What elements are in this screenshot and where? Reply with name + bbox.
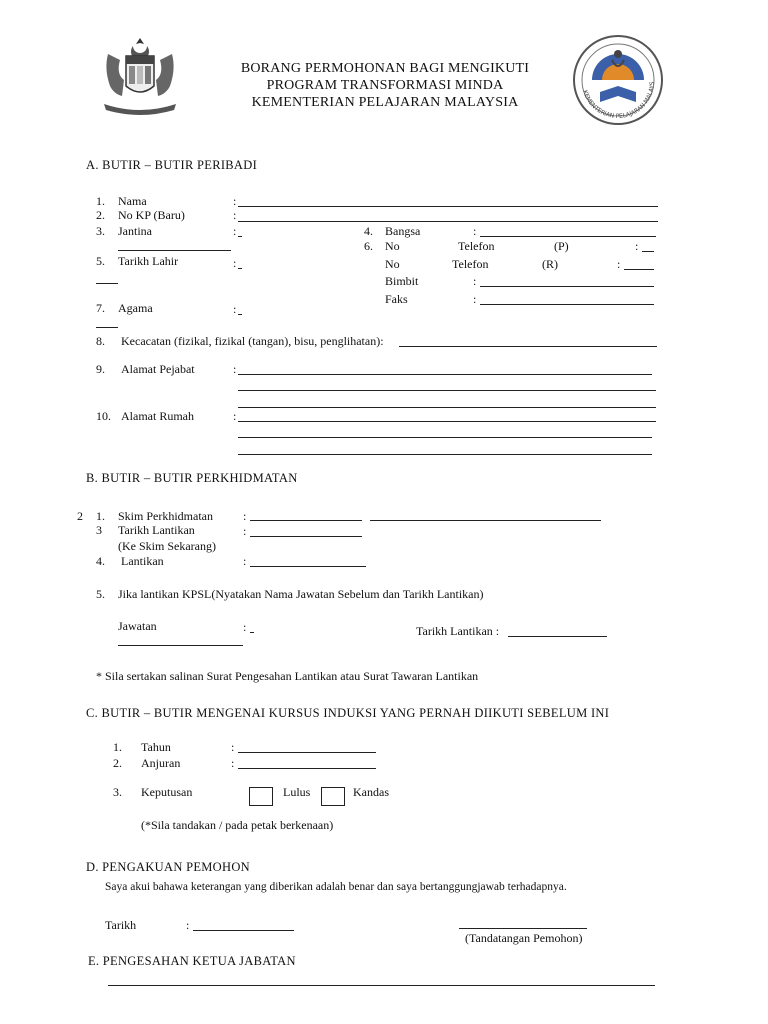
no-kp-label: No KP (Baru) xyxy=(118,208,185,222)
bangsa-input-line[interactable] xyxy=(480,236,656,237)
tarikh-lahir-input-line[interactable] xyxy=(96,283,118,284)
ke-skim-sekarang-note: (Ke Skim Sekarang) xyxy=(118,539,216,553)
kandas-label: Kandas xyxy=(353,785,389,799)
telefon-p-input-line[interactable] xyxy=(642,251,654,252)
attachment-note: * Sila sertakan salinan Surat Pengesahan Lantikan atau Surat Tawaran Lantikan xyxy=(96,669,479,683)
field-number: 1. xyxy=(113,740,122,754)
tarikh-input-line[interactable] xyxy=(193,930,294,931)
faks-input-line[interactable] xyxy=(480,304,654,305)
colon: : xyxy=(243,620,247,634)
colon: : xyxy=(617,257,621,271)
tarikh-lantikan-label: Tarikh Lantikan xyxy=(118,523,195,537)
agama-input-line[interactable] xyxy=(96,327,118,328)
title-line-3: KEMENTERIAN PELAJARAN MALAYSIA xyxy=(251,95,519,110)
bimbit-input-line[interactable] xyxy=(480,286,654,287)
skim-perkhidmatan-label: Skim Perkhidmatan xyxy=(118,509,213,523)
form-title xyxy=(200,60,570,111)
jawatan-input-line[interactable] xyxy=(118,645,243,646)
colon: : xyxy=(635,239,639,253)
colon: : xyxy=(233,409,237,423)
field-number: 3 xyxy=(96,523,102,537)
svg-text:KEMENTERIAN PELAJARAN MALAYSIA: KEMENTERIAN PELAJARAN MALAYS xyxy=(581,81,657,121)
agama-input-stub[interactable] xyxy=(238,314,242,315)
tahun-label: Tahun xyxy=(141,740,171,754)
alamat-rumah-line-2[interactable] xyxy=(238,437,652,438)
tarikh-label: Tarikh xyxy=(105,918,137,932)
colon: : xyxy=(233,256,237,270)
section-d-heading: D. PENGAKUAN PEMOHON xyxy=(86,860,250,874)
field-number: 10. xyxy=(96,409,111,423)
telefon-r-label: Telefon xyxy=(452,257,489,271)
tarikh-lantikan-kpsl-label: Tarikh Lantikan : xyxy=(416,624,500,638)
jantina-input-stub[interactable] xyxy=(238,236,242,237)
lantikan-input-line[interactable] xyxy=(250,566,366,567)
anjuran-label: Anjuran xyxy=(141,756,181,770)
lulus-checkbox[interactable] xyxy=(249,787,273,806)
field-number: 5. xyxy=(96,587,105,601)
signature-line[interactable] xyxy=(459,928,587,929)
lantikan-label: Lantikan xyxy=(121,554,164,568)
alamat-rumah-line-1[interactable] xyxy=(238,421,656,422)
agama-label: Agama xyxy=(118,301,153,315)
signature-caption: (Tandatangan Pemohon) xyxy=(465,931,583,945)
malaysia-coat-of-arms-logo xyxy=(100,34,180,118)
colon: : xyxy=(186,918,190,932)
colon: : xyxy=(233,208,237,222)
alamat-rumah-label: Alamat Rumah xyxy=(121,409,194,423)
alamat-pejabat-label: Alamat Pejabat xyxy=(121,362,195,376)
tarikh-lahir-input-stub[interactable] xyxy=(238,268,242,269)
bangsa-label: Bangsa xyxy=(385,224,421,238)
colon: : xyxy=(233,362,237,376)
kementerian-pelajaran-logo xyxy=(572,32,664,128)
jantina-input-line[interactable] xyxy=(118,250,231,251)
bimbit-label: Bimbit xyxy=(385,274,419,288)
section-c-heading: C. BUTIR – BUTIR MENGENAI KURSUS INDUKSI YANG PERNAH DIIKUTI SEBELUM INI xyxy=(86,706,610,720)
title-line-1: BORANG PERMOHONAN BAGI MENGIKUTI xyxy=(240,61,530,76)
telefon-r-marker: (R) xyxy=(542,257,558,271)
jawatan-label: Jawatan xyxy=(118,619,157,633)
field-number: 1. xyxy=(96,194,105,208)
field-number: 2. xyxy=(113,756,122,770)
checkbox-instruction: (*Sila tandakan / pada petak berkenaan) xyxy=(141,818,334,832)
alamat-pejabat-line-1[interactable] xyxy=(238,374,652,375)
field-number: 1. xyxy=(96,509,105,523)
field-number: 5. xyxy=(96,254,105,268)
colon: : xyxy=(473,224,477,238)
field-number: 4. xyxy=(364,224,373,238)
field-number: 2. xyxy=(96,208,105,222)
colon: : xyxy=(473,274,477,288)
kecacatan-label: Kecacatan (fizikal, fizikal (tangan), bisu, penglihatan): xyxy=(121,334,384,348)
alamat-pejabat-line-2[interactable] xyxy=(238,390,656,391)
tarikh-lahir-label: Tarikh Lahir xyxy=(118,254,179,268)
kecacatan-input-line[interactable] xyxy=(399,346,657,347)
title-line-2: PROGRAM TRANSFORMASI MINDA xyxy=(266,78,504,93)
tarikh-lantikan-kpsl-input-line[interactable] xyxy=(508,636,607,637)
section-b-heading: B. BUTIR – BUTIR PERKHIDMATAN xyxy=(86,471,298,485)
colon: : xyxy=(243,554,247,568)
field-number: 3. xyxy=(96,224,105,238)
jawatan-input-stub[interactable] xyxy=(250,632,254,633)
telefon-p-marker: (P) xyxy=(554,239,569,253)
field-number: 3. xyxy=(113,785,122,799)
nama-label: Nama xyxy=(118,194,147,208)
alamat-pejabat-line-3[interactable] xyxy=(238,407,656,408)
colon: : xyxy=(233,194,237,208)
declaration-statement: Saya akui bahawa keterangan yang diberikan adalah benar dan saya bertanggungjawab terhadapnya. xyxy=(105,881,567,893)
alamat-rumah-line-3[interactable] xyxy=(238,454,652,455)
field-number: 8. xyxy=(96,334,105,348)
faks-label: Faks xyxy=(385,292,408,306)
colon: : xyxy=(473,292,477,306)
field-number: 4. xyxy=(96,554,105,568)
field-number: 7. xyxy=(96,301,105,315)
tarikh-lantikan-input-line[interactable] xyxy=(250,536,362,537)
nama-input-line[interactable] xyxy=(238,206,658,207)
kpsl-instruction: Jika lantikan KPSL(Nyatakan Nama Jawatan Sebelum dan Tarikh Lantikan) xyxy=(118,587,484,601)
colon: : xyxy=(231,756,235,770)
no-kp-input-line[interactable] xyxy=(238,221,658,222)
telefon-r-no-label: No xyxy=(385,257,400,271)
colon: : xyxy=(233,302,237,316)
skim-perkhidmatan-input-line[interactable] xyxy=(250,520,362,521)
anjuran-input-line[interactable] xyxy=(238,768,376,769)
lulus-label: Lulus xyxy=(283,785,311,799)
section-e-heading: E. PENGESAHAN KETUA JABATAN xyxy=(88,954,296,968)
colon: : xyxy=(231,740,235,754)
field-number: 6. xyxy=(364,239,373,253)
colon: : xyxy=(243,524,247,538)
jantina-label: Jantina xyxy=(118,224,152,238)
kandas-checkbox[interactable] xyxy=(321,787,345,806)
stray-number: 2 xyxy=(77,509,83,523)
field-number: 9. xyxy=(96,362,105,376)
telefon-r-input-line[interactable] xyxy=(624,269,654,270)
telefon-p-label: Telefon xyxy=(458,239,495,253)
colon: : xyxy=(243,509,247,523)
section-a-heading: A. BUTIR – BUTIR PERIBADI xyxy=(86,158,258,172)
skim-perkhidmatan-input-line-2[interactable] xyxy=(370,520,601,521)
telefon-p-no-label: No xyxy=(385,239,400,253)
tahun-input-line[interactable] xyxy=(238,752,376,753)
colon: : xyxy=(233,224,237,238)
keputusan-label: Keputusan xyxy=(141,785,193,799)
ketua-jabatan-input-line[interactable] xyxy=(108,985,655,986)
